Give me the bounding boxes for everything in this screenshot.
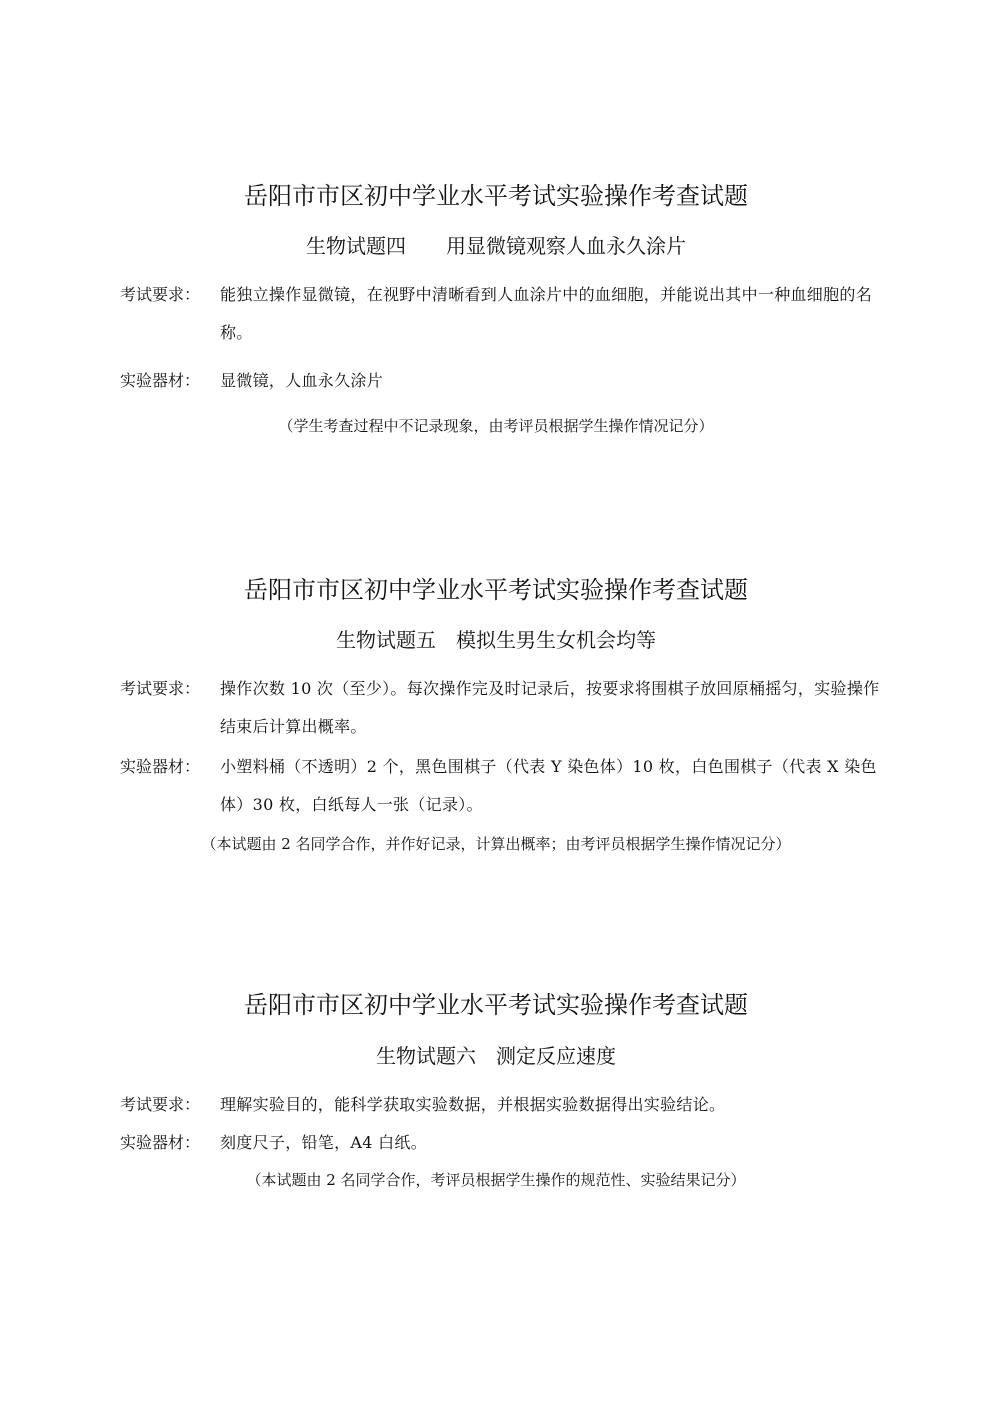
materials-text: 小塑料桶（不透明）2 个，黑色围棋子（代表 Y 染色体）10 枚，白色围棋子（代表 X 染色体）30 枚，白纸每人一张（记录）。 <box>220 757 877 814</box>
materials-label: 实验器材： <box>120 371 201 390</box>
exam-subtitle: 生物试题五 模拟生男生女机会均等 <box>336 628 656 652</box>
exam-note: （本试题由 2 名同学合作，并作好记录，计算出概率；由考评员根据学生操作情况记分） <box>201 835 791 853</box>
exam-title: 岳阳市市区初中学业水平考试实验操作考查试题 <box>244 182 748 210</box>
materials-text: 刻度尺子，铅笔，A4 白纸。 <box>220 1133 428 1152</box>
materials-text: 显微镜，人血永久涂片 <box>220 371 384 390</box>
requirement-text: 操作次数 10 次（至少）。每次操作完及时记录后，按要求将围棋子放回原桶摇匀，实验操作结束后计算出概率。 <box>220 679 880 736</box>
exam-note: （本试题由 2 名同学合作，考评员根据学生操作的规范性、实验结果记分） <box>246 1171 746 1189</box>
materials-label: 实验器材： <box>120 757 201 776</box>
exam-subtitle: 生物试题四 用显微镜观察人血永久涂片 <box>306 234 686 258</box>
requirement-label: 考试要求： <box>120 285 201 304</box>
exam-note: （学生考查过程中不记录现象，由考评员根据学生操作情况记分） <box>278 417 714 435</box>
exam-title: 岳阳市市区初中学业水平考试实验操作考查试题 <box>244 991 748 1019</box>
requirement-label: 考试要求： <box>120 1095 201 1114</box>
requirement-text: 理解实验目的，能科学获取实验数据，并根据实验数据得出实验结论。 <box>220 1095 726 1114</box>
exam-title: 岳阳市市区初中学业水平考试实验操作考查试题 <box>244 576 748 604</box>
materials-label: 实验器材： <box>120 1133 201 1152</box>
exam-subtitle: 生物试题六 测定反应速度 <box>376 1044 616 1068</box>
requirement-label: 考试要求： <box>120 679 201 698</box>
requirement-text: 能独立操作显微镜，在视野中清晰看到人血涂片中的血细胞，并能说出其中一种血细胞的名称。 <box>220 285 873 342</box>
